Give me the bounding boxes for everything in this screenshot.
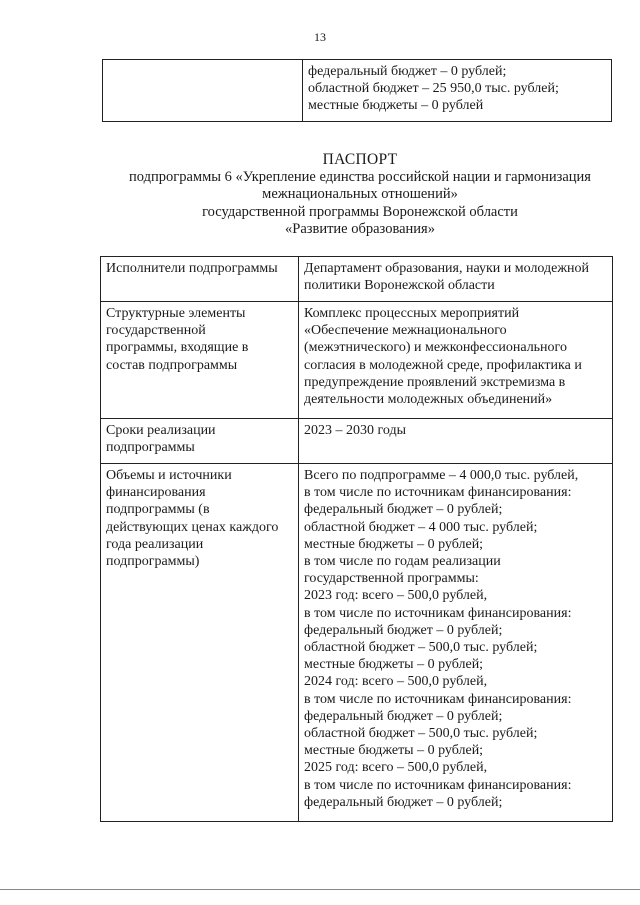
table-row	[101, 419, 613, 464]
text-line: подпрограммы)	[106, 554, 200, 570]
row-label-funding	[101, 464, 299, 822]
text-line: государственной	[106, 323, 206, 339]
text-line: в том числе по источникам финансирования:	[304, 691, 572, 707]
text-line: федеральный бюджет – 0 рублей;	[304, 794, 503, 810]
text-line: Департамент образования, науки и молодежной	[304, 261, 590, 276]
row-value-structural-elements	[299, 302, 613, 419]
text-line: Объемы и источники	[106, 468, 232, 483]
text-line: федеральный бюджет – 0 рублей;	[304, 622, 503, 638]
text-line: в том числе по источникам финансирования:	[304, 485, 572, 501]
text-line: 2023 год: всего – 500,0 рублей,	[304, 588, 488, 604]
text-line: (межэтнического) и межконфессионального	[304, 340, 567, 356]
text-line: местные бюджеты – 0 рублей;	[304, 536, 484, 552]
row-value-executors	[299, 257, 613, 302]
text-line: Структурные элементы	[106, 306, 246, 321]
page-number: 13	[314, 30, 326, 44]
heading-line: межнациональных отношений»	[262, 186, 458, 202]
text-line: 2025 год: всего – 500,0 рублей,	[304, 760, 488, 776]
empty-cell	[103, 60, 303, 122]
heading-line: подпрограммы 6 «Укрепление единства российской нации и гармонизация	[129, 168, 591, 185]
heading-line: государственной программы Воронежской области	[202, 203, 518, 220]
top-continuation-table	[102, 59, 612, 122]
passport-table	[100, 256, 613, 822]
row-value-timeline	[299, 419, 613, 464]
text-line: в том числе по источникам финансирования:	[304, 605, 572, 621]
text-line: федеральный бюджет – 0 рублей;	[308, 64, 507, 79]
row-label-timeline	[101, 419, 299, 464]
scan-edge-line	[0, 889, 640, 890]
table-row	[101, 302, 613, 419]
passport-heading	[90, 151, 630, 239]
text-line: финансирования	[106, 485, 206, 501]
text-line: Всего по подпрограмме – 4 000,0 тыс. рублей,	[304, 468, 579, 483]
row-value-funding	[299, 464, 613, 822]
text-line: 2023 – 2030 годы	[304, 423, 407, 438]
table-row	[103, 60, 612, 122]
text-line: деятельности молодежных объединений»	[304, 392, 553, 408]
text-line: областной бюджет – 25 950,0 тыс. рублей;	[308, 81, 559, 97]
text-line: в том числе по годам реализации	[304, 554, 501, 570]
heading-line: «Развитие образования»	[285, 221, 435, 237]
text-line: подпрограммы	[106, 440, 195, 456]
text-line: Сроки реализации	[106, 423, 216, 438]
text-line: согласия в молодежной среде, профилактика и	[304, 357, 582, 373]
text-line: 2024 год: всего – 500,0 рублей,	[304, 674, 488, 690]
text-line: в том числе по источникам финансирования:	[304, 777, 572, 793]
table-row	[101, 257, 613, 302]
table-row	[101, 464, 613, 822]
row-label-executors	[101, 257, 299, 302]
text-line: политики Воронежской области	[304, 278, 495, 294]
text-line: состав подпрограммы	[106, 357, 238, 373]
funding-continuation-cell	[303, 60, 612, 122]
text-line: областной бюджет – 500,0 тыс. рублей;	[304, 640, 538, 656]
text-line: областной бюджет – 500,0 тыс. рублей;	[304, 726, 538, 742]
text-line: программы, входящие в	[106, 340, 249, 356]
text-line: местные бюджеты – 0 рублей	[308, 98, 484, 114]
text-line: предупреждение проявлений экстремизма в	[304, 374, 566, 390]
text-line: «Обеспечение межнационального	[304, 323, 507, 339]
text-line: действующих ценах каждого	[106, 519, 279, 535]
text-line: Исполнители подпрограммы	[106, 261, 278, 276]
text-line: областной бюджет – 4 000 тыс. рублей;	[304, 519, 538, 535]
text-line: подпрограммы (в	[106, 502, 210, 518]
text-line: федеральный бюджет – 0 рублей;	[304, 708, 503, 724]
text-line: Комплекс процессных мероприятий	[304, 306, 520, 321]
passport-title: ПАСПОРТ	[322, 151, 398, 168]
text-line: года реализации	[106, 536, 204, 552]
text-line: местные бюджеты – 0 рублей;	[304, 743, 484, 759]
text-line: местные бюджеты – 0 рублей;	[304, 657, 484, 673]
text-line: федеральный бюджет – 0 рублей;	[304, 502, 503, 518]
row-label-structural-elements	[101, 302, 299, 419]
text-line: государственной программы:	[304, 571, 479, 587]
